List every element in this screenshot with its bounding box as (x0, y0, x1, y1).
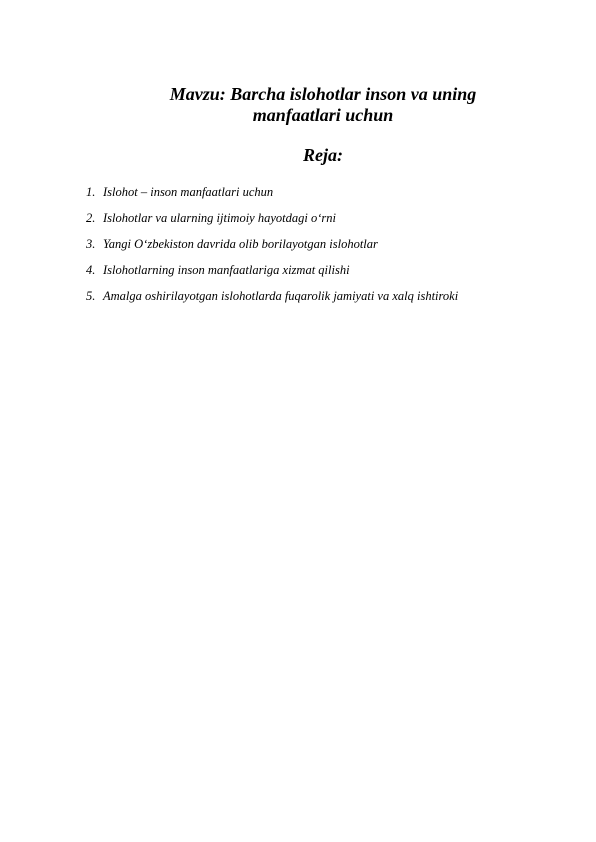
list-item-number: 2. (86, 211, 96, 225)
list-item (86, 263, 566, 278)
plan-list (86, 185, 566, 315)
list-item-number: 3. (86, 237, 96, 251)
list-item-text: Islohotlar va ularning ijtimoiy hayotdagi o‘rni (103, 211, 336, 225)
page-title-line-2: manfaatlari uchun (252, 105, 394, 125)
list-item-number: 5. (86, 289, 96, 303)
list-item (86, 185, 566, 200)
plan-heading: Reja: (303, 145, 343, 165)
list-item-text: Amalga oshirilayotgan islohotlarda fuqarolik jamiyati va xalq ishtiroki (103, 289, 459, 303)
list-item (86, 211, 566, 226)
list-item (86, 289, 566, 304)
page-title-line-1: Mavzu: Barcha islohotlar inson va uning (169, 84, 477, 104)
list-item-number: 4. (86, 263, 96, 277)
list-item-text: Yangi O‘zbekiston davrida olib borilayotgan islohotlar (103, 237, 378, 251)
list-item-text: Islohot – inson manfaatlari uchun (103, 185, 274, 199)
list-item (86, 237, 566, 252)
list-item-text: Islohotlarning inson manfaatlariga xizmat qilishi (103, 263, 350, 277)
list-item-number: 1. (86, 185, 96, 199)
